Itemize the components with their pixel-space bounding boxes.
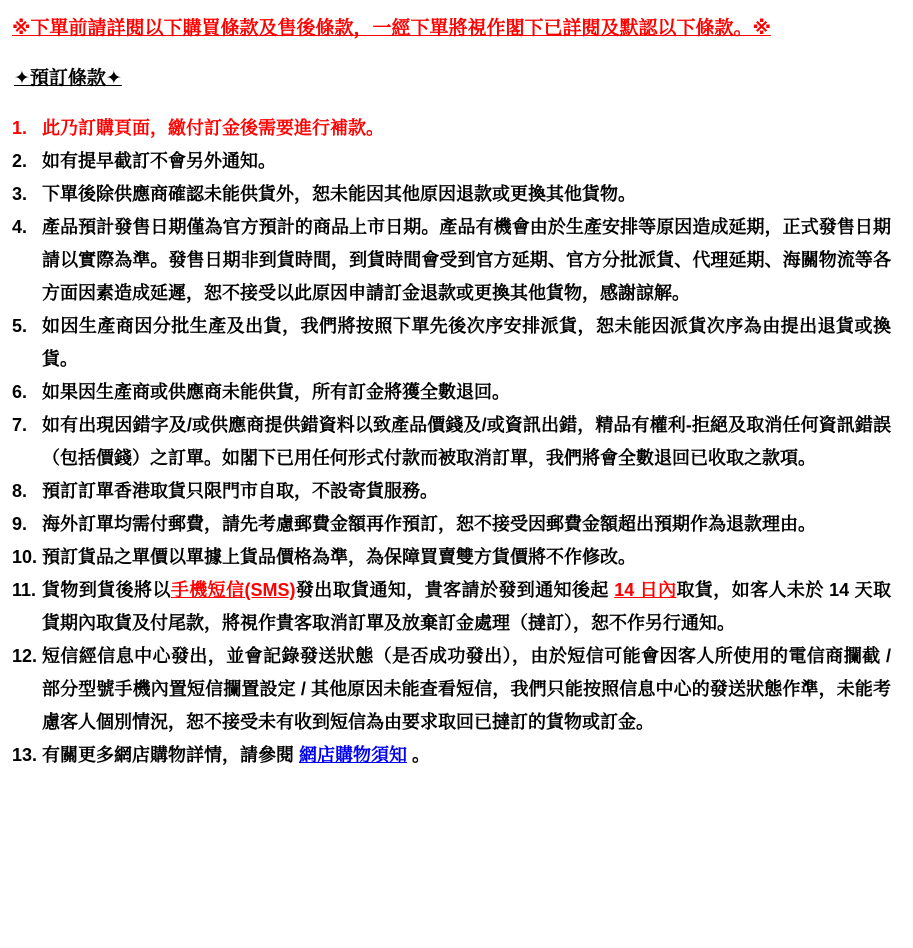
term-text-segment: 有關更多網店購物詳情，請參閱 [42,745,299,765]
term-text-segment: 預訂貨品之單價以單據上貨品價格為準，為保障買賣雙方貨價將不作修改。 [42,547,636,567]
terms-list [12,112,891,772]
term-text [42,508,891,541]
term-number: 9. [12,514,28,534]
term-item-7 [12,409,891,475]
term-text-segment: 如有出現因錯字及/或供應商提供錯資料以致產品價錢及/或資訊出錯，精品有權利-拒絕及取消任何資訊錯誤（包括價錢）之訂單。如閣下已用任何形式付款而被取消訂單，我們將會全數退回已收取之款項。 [42,415,891,468]
term-number: 11. [12,580,37,600]
term-item-12 [12,640,891,739]
term-text [42,310,891,376]
term-text [42,376,891,409]
term-text [42,145,891,178]
preorder-terms-page [12,14,891,772]
store-shopping-guide-link[interactable]: 網店購物須知 [299,745,407,765]
term-item-1 [12,112,891,145]
term-number: 5. [12,316,28,336]
term-text-segment: 海外訂單均需付郵費，請先考慮郵費金額再作預訂，恕不接受因郵費金額超出預期作為退款理由。 [42,514,816,534]
term-text [42,409,891,475]
term-text-segment: 。 [407,745,431,765]
term-item-3 [12,178,891,211]
term-number: 10. [12,547,38,567]
term-text [42,739,891,772]
term-text [42,541,891,574]
term-text-segment: 此乃訂購頁面，繳付訂金後需要進行補款。 [42,118,384,138]
term-item-9 [12,508,891,541]
term-text-segment: 預訂訂單香港取貨只限門市自取，不設寄貨服務。 [42,481,438,501]
term-number: 4. [12,217,28,237]
term-number: 3. [12,184,28,204]
term-item-10 [12,541,891,574]
term-item-5 [12,310,891,376]
term-item-6 [12,376,891,409]
term-text [42,640,891,739]
pickup-deadline-emphasis: 14 日內 [614,580,677,600]
term-text [42,178,891,211]
term-text [42,574,891,640]
term-text [42,475,891,508]
term-number: 6. [12,382,28,402]
term-item-8 [12,475,891,508]
term-item-4 [12,211,891,310]
term-text-segment: 發出取貨通知，貴客請於發到通知後起 [295,580,615,600]
term-number: 1. [12,118,28,138]
term-text-segment: 如有提早截訂不會另外通知。 [42,151,276,171]
term-number: 12. [12,646,38,666]
term-text-segment: 如果因生產商或供應商未能供貨，所有訂金將獲全數退回。 [42,382,510,402]
term-text-segment: 產品預計發售日期僅為官方預計的商品上市日期。產品有機會由於生產安排等原因造成延期，正式發售日期請以實際為準。發售日期非到貨時間，到貨時間會受到官方延期、官方分批派貨、代理延期、海關物流等各方面因素造成延遲，恕不接受以此原因申請訂金退款或更換其他貨物，感謝諒解。 [42,217,891,303]
term-text [42,211,891,310]
page-title: ※下單前請詳閱以下購買條款及售後條款，一經下單將視作閣下已詳閱及默認以下條款。※ [12,18,771,39]
term-item-11 [12,574,891,640]
term-number: 7. [12,415,28,435]
term-text-segment: 取貨，如客人未於 14 天取貨期內取貨及付尾款，將視作貴客取消訂單及放棄訂金處理（撻訂），恕不作另行通知。 [42,580,891,633]
term-text-segment: 貨物到貨後將以 [42,580,171,600]
term-number: 2. [12,151,28,171]
term-item-13 [12,739,891,772]
term-text-segment: 短信經信息中心發出，並會記錄發送狀態（是否成功發出），由於短信可能會因客人所使用的電信商攔截 / 部分型號手機內置短信攔置設定 / 其他原因未能查看短信，我們只能按照信息中心的發送狀態作準，未能考慮客人個別情況，恕不接受未有收到短信為由要求取回已撻訂的貨物或訂金。 [42,646,891,732]
term-text [42,112,891,145]
term-number: 13. [12,745,38,765]
sms-notice-emphasis: 手機短信(SMS) [170,580,296,600]
term-text-segment: 下單後除供應商確認未能供貨外，恕未能因其他原因退款或更換其他貨物。 [42,184,636,204]
term-item-2 [12,145,891,178]
term-number: 8. [12,481,28,501]
section-heading: ✦預訂條款✦ [14,68,122,89]
term-text-segment: 如因生產商因分批生產及出貨，我們將按照下單先後次序安排派貨，恕未能因派貨次序為由提出退貨或換貨。 [42,316,891,369]
